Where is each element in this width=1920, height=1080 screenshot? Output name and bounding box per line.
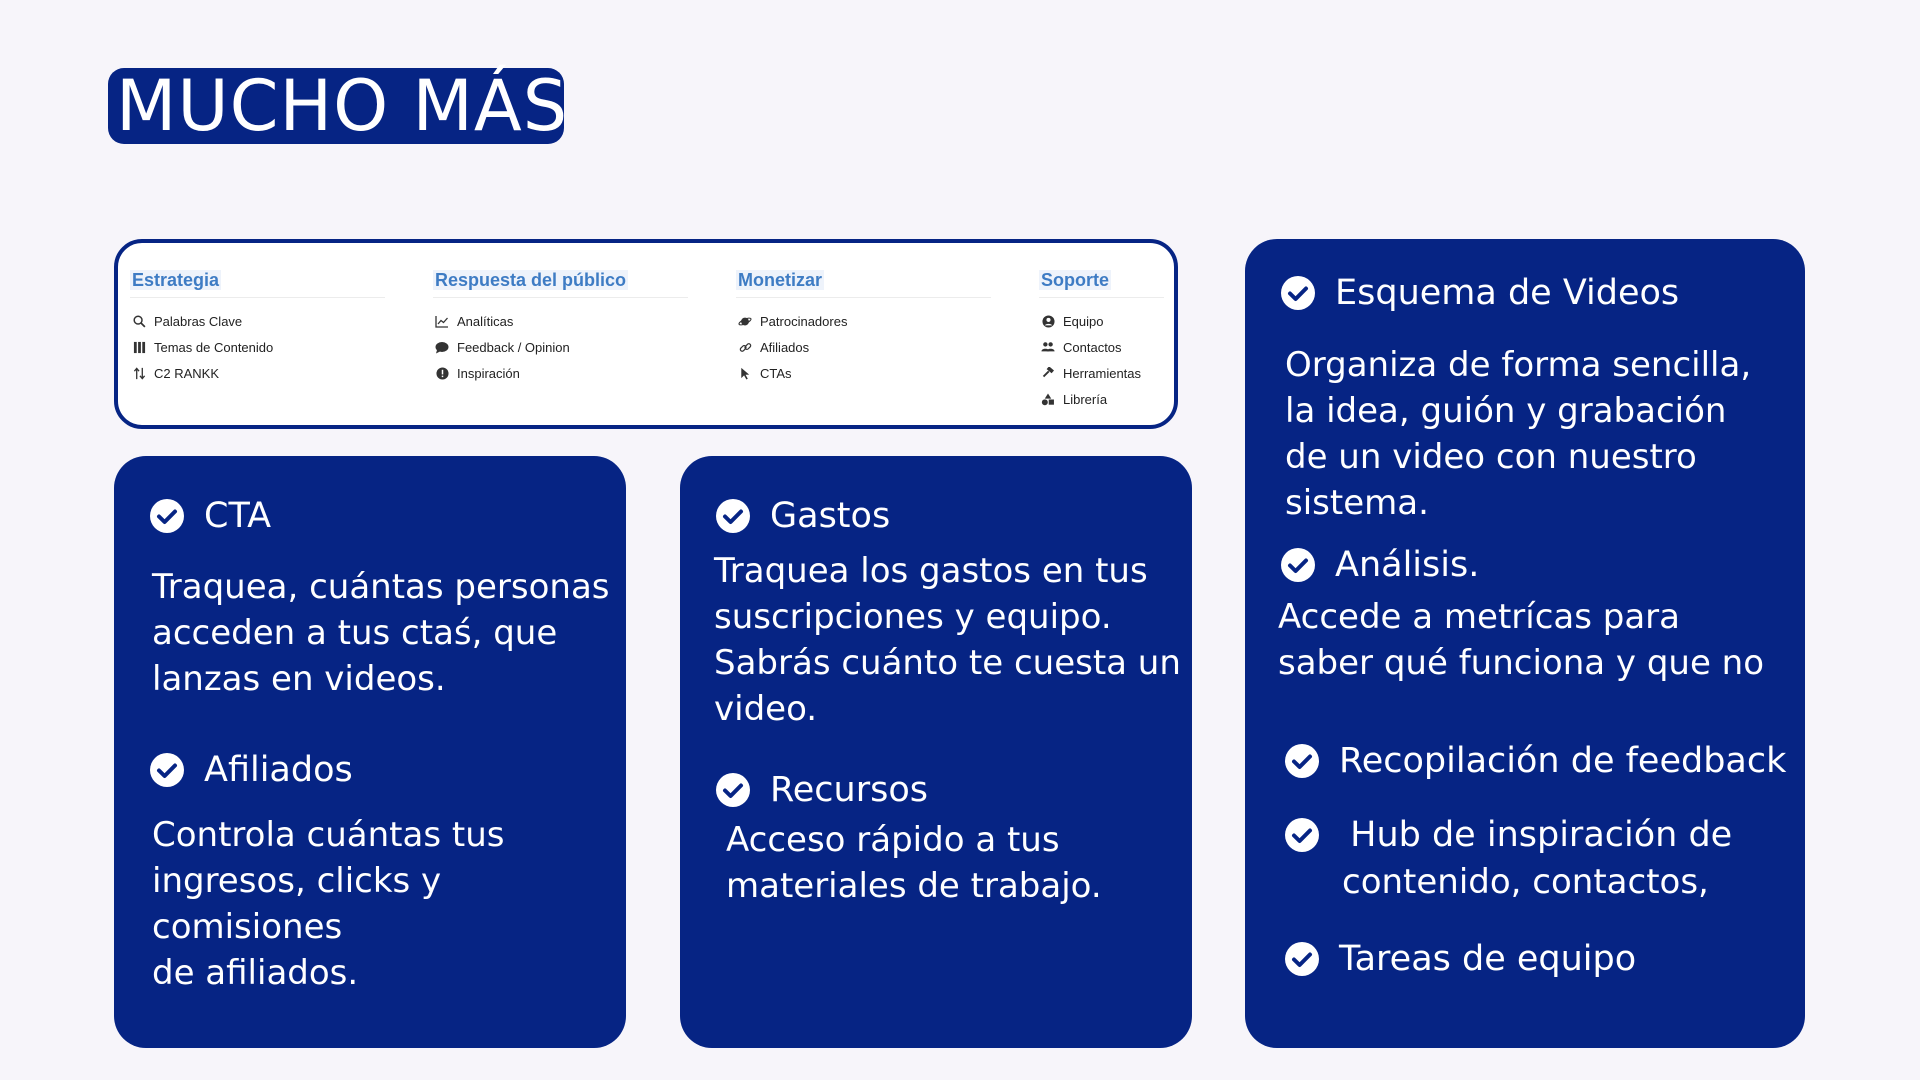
check-circle-icon — [1285, 818, 1319, 852]
nav-item-label: Temas de Contenido — [154, 339, 274, 355]
nav-item-ctas[interactable] — [736, 360, 991, 386]
nav-column-respuesta — [433, 270, 688, 386]
sort-arrows-icon — [132, 366, 146, 380]
nav-item-palabras-clave[interactable] — [130, 308, 385, 334]
hammer-icon — [1041, 366, 1055, 380]
feature-description: Organiza de forma sencilla, la idea, guión y grabación de un video con nuestro sistema. — [1285, 345, 1752, 523]
nav-item-label: Analíticas — [457, 313, 514, 329]
shapes-icon — [1041, 392, 1055, 406]
feature-title: CTA — [204, 496, 272, 536]
users-icon — [1041, 340, 1055, 354]
feature-gastos — [716, 496, 890, 536]
feature-title: Afiliados — [204, 750, 353, 790]
nav-item-temas-de-contenido[interactable] — [130, 334, 385, 360]
feature-cta — [150, 496, 271, 536]
nav-item-libreria[interactable] — [1039, 386, 1164, 412]
feature-title: Tareas de equipo — [1339, 939, 1637, 979]
nav-item-label: Equipo — [1063, 313, 1104, 329]
nav-item-label: Inspiración — [457, 365, 520, 381]
feature-description: Acceso rápido a tus materiales de trabajo. — [726, 820, 1102, 906]
link-icon — [738, 340, 752, 354]
nav-item-contactos[interactable] — [1039, 334, 1164, 360]
feature-description: Traquea los gastos en tus suscripciones y equipo. Sabrás cuánto te cuesta un video. — [714, 551, 1181, 729]
feature-title: Gastos — [770, 496, 891, 536]
nav-item-label: CTAs — [760, 365, 792, 381]
feature-description: Accede a metrícas para saber qué funciona y que no — [1278, 597, 1765, 683]
feature-analisis — [1281, 545, 1479, 585]
nav-item-herramientas[interactable] — [1039, 360, 1164, 386]
feature-description: contenido, contactos, — [1342, 862, 1709, 902]
navigation-menu-preview — [114, 239, 1178, 429]
feature-esquema-de-videos — [1281, 273, 1679, 313]
feature-tareas-de-equipo — [1285, 939, 1636, 979]
check-circle-icon — [1281, 276, 1315, 310]
nav-item-label: Contactos — [1063, 339, 1122, 355]
page-title: MUCHO MÁS — [108, 68, 564, 144]
feature-hub-inspiracion — [1285, 815, 1732, 855]
check-circle-icon — [150, 499, 184, 533]
user-circle-icon — [1041, 314, 1055, 328]
search-icon — [132, 314, 146, 328]
feature-recursos — [716, 770, 928, 810]
columns-icon — [132, 340, 146, 354]
feature-title: Esquema de Videos — [1335, 273, 1680, 313]
nav-heading-estrategia[interactable]: Estrategia — [132, 270, 220, 290]
nav-item-label: Librería — [1063, 391, 1108, 407]
feature-title: Recursos — [770, 770, 928, 810]
alert-circle-icon — [435, 366, 449, 380]
nav-column-soporte — [1039, 270, 1164, 412]
feature-title: Hub de inspiración de — [1339, 815, 1733, 855]
feature-card-cta-afiliados — [114, 456, 626, 1048]
check-circle-icon — [1285, 744, 1319, 778]
nav-item-patrocinadores[interactable] — [736, 308, 991, 334]
nav-item-label: Palabras Clave — [154, 313, 243, 329]
feature-description: Controla cuántas tus ingresos, clicks y comisiones de afiliados. — [152, 815, 505, 993]
nav-item-inspiracion[interactable] — [433, 360, 688, 386]
nav-item-label: Patrocinadores — [760, 313, 848, 329]
line-chart-icon — [435, 314, 449, 328]
feature-title: Recopilación de feedback — [1339, 741, 1787, 781]
check-circle-icon — [1285, 942, 1319, 976]
nav-item-equipo[interactable] — [1039, 308, 1164, 334]
feature-afiliados — [150, 750, 353, 790]
check-circle-icon — [1281, 548, 1315, 582]
nav-item-label: C2 RANKK — [154, 365, 220, 381]
nav-item-afiliados[interactable] — [736, 334, 991, 360]
nav-column-monetizar — [736, 270, 991, 386]
feature-description: Traquea, cuántas personas acceden a tus ctaś, que lanzas en videos. — [152, 567, 610, 699]
check-circle-icon — [716, 773, 750, 807]
nav-item-label: Feedback / Opinion — [457, 339, 570, 355]
nav-item-c2-rankk[interactable] — [130, 360, 385, 386]
nav-item-analiticas[interactable] — [433, 308, 688, 334]
feature-recopilacion-feedback — [1285, 741, 1786, 781]
nav-item-label: Herramientas — [1063, 365, 1142, 381]
feature-card-esquema-analisis — [1245, 239, 1805, 1048]
nav-heading-respuesta[interactable]: Respuesta del público — [435, 270, 627, 290]
check-circle-icon — [716, 499, 750, 533]
cursor-icon — [738, 366, 752, 380]
nav-item-feedback[interactable] — [433, 334, 688, 360]
nav-column-estrategia — [130, 270, 385, 386]
nav-heading-soporte[interactable]: Soporte — [1041, 270, 1110, 290]
speech-bubble-icon — [435, 340, 449, 354]
feature-card-gastos-recursos — [680, 456, 1192, 1048]
nav-item-label: Afiliados — [760, 339, 810, 355]
feature-title: Análisis. — [1335, 545, 1480, 585]
planet-icon — [738, 314, 752, 328]
nav-heading-monetizar[interactable]: Monetizar — [738, 270, 823, 290]
check-circle-icon — [150, 753, 184, 787]
